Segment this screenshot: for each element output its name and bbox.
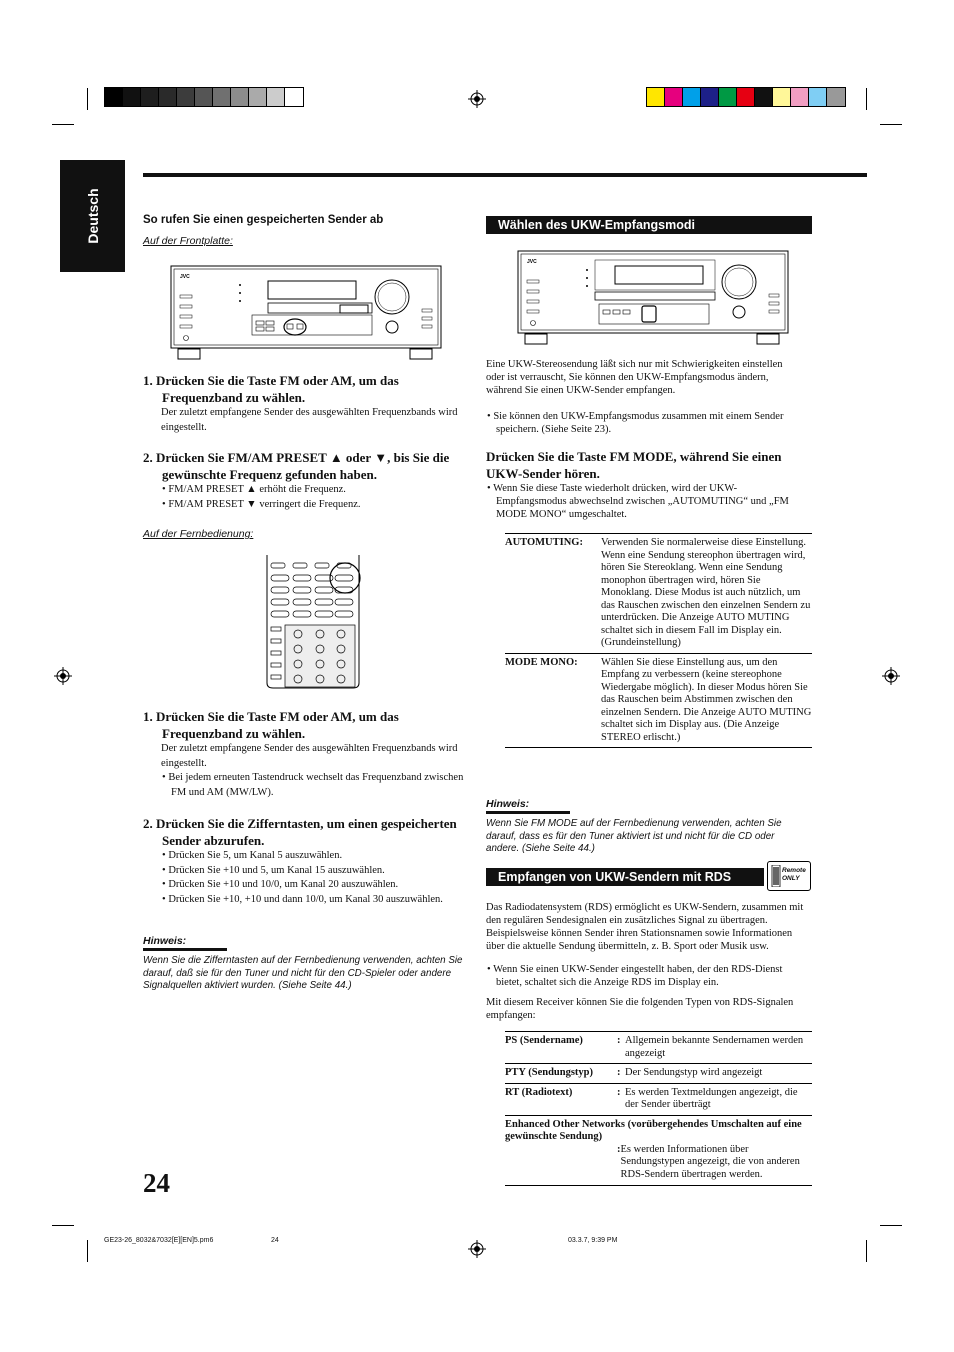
remote-step-1-bullet: • Bei jedem erneuten Tastendruck wechselt das Frequenzband zwischen FM und AM (MW/LW).: [162, 772, 464, 798]
receiver-front-panel-illustration: [170, 265, 442, 366]
footer-page: 24: [271, 1237, 279, 1244]
rds-intro: Das Radiodatensystem (RDS) ermöglicht es UKW-Sendern, zusammen mit den regulären Sendesignalen ein zusätzliches Signal zu übertragen. Beispielsweise können Sender ihren Stationsnamen sowie Informationen über die aktuelle Sendung übermitteln, z. B. Sport oder Musik usw.: [486, 902, 804, 952]
bullet-text: Drücken Sie +10, +10 und dann 10/0, um Kanal 30 auszuwählen.: [168, 893, 443, 905]
remote-label: Auf der Fernbedienung:: [143, 528, 254, 540]
remote-control-illustration: [265, 555, 361, 695]
crop-mark: [880, 1225, 902, 1226]
remote-step-1-title: 1. Drücken Sie die Taste FM oder AM, um das Frequenzband zu wählen.: [143, 709, 399, 741]
remote-step-1: [143, 708, 468, 800]
rds-type-desc: Allgemein bekannte Sendernamen werden angezeigt: [625, 1035, 804, 1059]
remote-step-2-bullet: • Drücken Sie +10 und 5, um Kanal 15 auszuwählen.: [162, 864, 385, 876]
section-title-rds: Empfangen von UKW-Sendern mit RDS: [486, 868, 764, 886]
rds-types-table: [505, 1031, 812, 1186]
crop-mark: [87, 88, 88, 110]
table-row: [505, 1032, 812, 1064]
remote-step-2-title: 2. Drücken Sie die Zifferntasten, um einen gespeicherten Sender abzurufen.: [143, 816, 457, 848]
fm-mode-intro: Eine UKW-Stereosendung läßt sich nur mit Schwierigkeiten einstellen oder ist verrauscht, Sie können den UKW-Empfangsmodus ändern, während Sie einen UKW-Sender empfangen.: [486, 359, 783, 396]
crop-mark: [880, 124, 902, 125]
left-heading: So rufen Sie einen gespeicherten Sender ab: [143, 214, 384, 226]
table-row: [505, 534, 812, 654]
rds-type-name: PTY (Sendungstyp): [505, 1067, 594, 1078]
bullet-text: Drücken Sie +10 und 10/0, um Kanal 20 auszuwählen.: [168, 879, 399, 890]
bullet-text: Drücken Sie 5, um Kanal 5 auszuwählen.: [168, 850, 343, 861]
crop-mark: [52, 124, 74, 125]
front-step-2-bullet: • FM/AM PRESET ▲ erhöht die Frequenz.: [162, 484, 346, 495]
svg-text:JVC: JVC: [180, 274, 190, 280]
right-hinweis: [486, 798, 806, 856]
table-row: [505, 653, 812, 748]
bullet-text: Sie können den UKW-Empfangsmodus zusammen mit einem Sender speichern. (Siehe Seite 23).: [493, 411, 784, 435]
footer-file: GE23-26_8032&7032[E][EN]5.pm6: [104, 1237, 214, 1244]
header-rule: [143, 173, 867, 177]
remote-step-1-body: Der zuletzt empfangene Sender des ausgewählten Frequenzbands wird eingestellt.: [161, 743, 458, 769]
front-step-1-body: Der zuletzt empfangene Sender des ausgewählten Frequenzbands wird eingestellt.: [161, 407, 458, 433]
hinweis-underline: [486, 811, 570, 814]
left-hinweis-text: Wenn Sie die Zifferntasten auf der Fernbedienung verwenden, achten Sie darauf, daß sie für den Tuner und nicht für den CD-Spieler oder andere Signalquellen aktiviert wurden. (Siehe Seite 44.): [143, 955, 463, 991]
fm-mode-table: [505, 533, 812, 748]
remote-step-2-bullet: • Drücken Sie +10, +10 und dann 10/0, um Kanal 30 auszuwählen.: [162, 893, 443, 905]
hinweis-underline: [143, 948, 227, 951]
right-hinweis-text: Wenn Sie FM MODE auf der Fernbedienung verwenden, achten Sie darauf, dass es für den Tuner aktiviert ist und nicht für die CD oder andere. (Siehe Seite 44.): [486, 818, 782, 854]
colon: :: [617, 1143, 621, 1155]
color-bar: [646, 87, 846, 107]
bullet-text: Wenn Sie diese Taste wiederholt drücken, wird der UKW-Empfangsmodus abwechselnd zwischen „AUTOMUTING“ und „FM MODE MONO“ umgeschaltet.: [493, 483, 789, 520]
table-row: [505, 1064, 812, 1084]
front-step-2-title: 2. Drücken Sie FM/AM PRESET ▲ oder ▼, bis Sie die gewünschte Frequenz gefunden haben.: [143, 450, 450, 482]
colon: :: [617, 1067, 621, 1078]
eon-name: Enhanced Other Networks (vorübergehendes Umschalten auf eine gewünschte Sendung): [505, 1118, 802, 1142]
mode-desc: Wählen Sie diese Einstellung aus, um den Empfang zu verbessern (keine stereophone Wiedergabe möglich). In dieser Modus hören Sie das Rauschen beim Abstimmen zwischen den einzelnen Sendern. Die Anzeige AUTO MUTING schaltet sich im Display aus. (Die Anzeige STEREO erlischt.): [601, 656, 812, 743]
rds-bullet: • Wenn Sie einen UKW-Sender eingestellt haben, der den RDS-Dienst bietet, schaltet sich die Anzeige RDS im Display ein.: [487, 964, 783, 988]
svg-text:JVC: JVC: [527, 259, 537, 265]
crop-mark: [87, 1240, 88, 1262]
crop-mark: [866, 1240, 867, 1262]
front-step-2-bullet: • FM/AM PRESET ▼ verringert die Frequenz.: [162, 498, 361, 510]
colon: :: [617, 1035, 621, 1046]
mode-desc: Verwenden Sie normalerweise diese Einstellung. Wenn eine Sendung stereophon übertragen wird, hören Sie Stereoklang. Wenn eine Sendung monophon übertragen wird, hören Sie Monoklang. Diese Modus ist auch nützlich, um das Rauschen zwischen den einzelnen Sendern zu unterdrücken. Die Anzeige AUTO MUTING schaltet sich in diesem Fall im Display ein. (Grundeinstellung): [601, 537, 811, 648]
language-tab: [60, 160, 125, 272]
eon-desc: Es werden Informationen über Sendungstypen angezeigt, die von anderen RDS-Sendern übertragen werden.: [620, 1143, 800, 1180]
front-step-2: [143, 449, 468, 512]
rds-types-intro: Mit diesem Receiver können Sie die folgenden Typen von RDS-Signalen empfangen:: [486, 997, 794, 1021]
crop-mark: [52, 1225, 74, 1226]
bullet-text: Bei jedem erneuten Tastendruck wechselt das Frequenzband zwischen FM und AM (MW/LW).: [168, 772, 464, 798]
rds-type-desc: Es werden Textmeldungen angezeigt, die der Sender überträgt: [625, 1086, 798, 1110]
right-hinweis-title: Hinweis:: [486, 798, 530, 810]
rds-type-name: PS (Sendername): [505, 1035, 583, 1046]
colon: :: [617, 1086, 621, 1098]
fm-mode-step-bullet: • Wenn Sie diese Taste wiederholt drücken, wird der UKW-Empfangsmodus abwechselnd zwischen „AUTOMUTING“ und „FM MODE MONO“ umgeschaltet.: [487, 483, 789, 520]
front-step-1-title: 1. Drücken Sie die Taste FM oder AM, um das Frequenzband zu wählen.: [143, 373, 399, 405]
front-panel-label: Auf der Frontplatte:: [143, 235, 233, 247]
registration-mark-icon: [54, 667, 72, 685]
remote-icon: [771, 865, 781, 887]
table-row: [505, 1083, 812, 1115]
mode-name: MODE MONO:: [505, 656, 578, 668]
bullet-text: FM/AM PRESET ▼ verringert die Frequenz.: [168, 498, 361, 510]
fm-mode-intro-bullet: • Sie können den UKW-Empfangsmodus zusammen mit einem Sender speichern. (Siehe Seite 23).: [487, 411, 784, 435]
table-row: [505, 1115, 812, 1186]
eon-row: [617, 1144, 812, 1182]
rds-type-name: RT (Radiotext): [505, 1086, 573, 1098]
remote-step-2: [143, 815, 468, 907]
section-title-fm-mode: Wählen des UKW-Empfangsmodi: [486, 216, 812, 234]
registration-mark-icon: [468, 90, 486, 108]
page-number: 24: [143, 1168, 170, 1198]
mode-name: AUTOMUTING:: [505, 537, 583, 548]
remote-step-2-bullet: • Drücken Sie 5, um Kanal 5 auszuwählen.: [162, 850, 343, 861]
receiver-front-panel-illustration: [517, 250, 789, 351]
grayscale-bar: [104, 87, 304, 107]
remote-only-badge-text: Remote ONLY: [782, 867, 806, 882]
remote-only-badge: [767, 861, 811, 891]
crop-mark: [866, 88, 867, 110]
front-step-1: [143, 372, 468, 435]
fm-mode-step-title: Drücken Sie die Taste FM MODE, während Sie einen UKW-Sender hören.: [486, 449, 782, 481]
footer-date: 03.3.7, 9:39 PM: [568, 1237, 618, 1244]
rds-type-desc: Der Sendungstyp wird angezeigt: [625, 1067, 763, 1078]
remote-step-2-bullet: • Drücken Sie +10 und 10/0, um Kanal 20 auszuwählen.: [162, 879, 399, 890]
bullet-text: Wenn Sie einen UKW-Sender eingestellt haben, der den RDS-Dienst bietet, schaltet sich die Anzeige RDS im Display ein.: [493, 964, 783, 988]
left-hinweis: [143, 935, 468, 993]
registration-mark-icon: [468, 1240, 486, 1258]
bullet-text: FM/AM PRESET ▲ erhöht die Frequenz.: [168, 484, 346, 495]
bullet-text: Drücken Sie +10 und 5, um Kanal 15 auszuwählen.: [168, 864, 385, 876]
registration-mark-icon: [882, 667, 900, 685]
language-tab-label: Deutsch: [84, 188, 101, 244]
left-hinweis-title: Hinweis:: [143, 935, 187, 947]
